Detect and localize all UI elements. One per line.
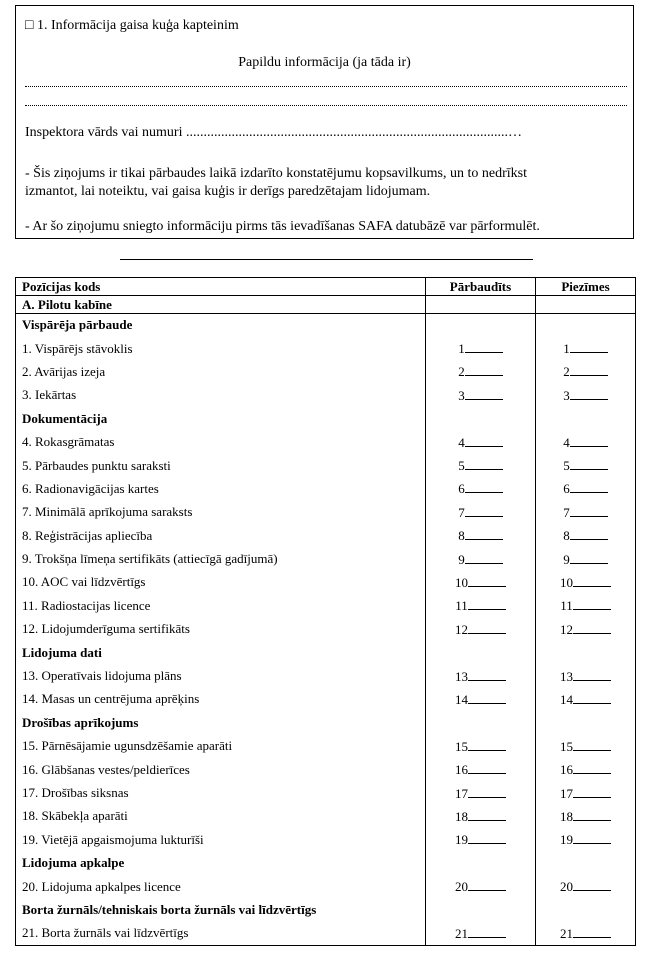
dotted-line-1 — [25, 86, 627, 87]
checked-number: 4 — [458, 434, 465, 450]
checked-number: 14 — [455, 691, 468, 707]
notes-blank[interactable] — [570, 387, 608, 400]
header-checked: Pārbaudīts — [426, 278, 536, 296]
checked-number: 7 — [458, 504, 465, 520]
category-row — [16, 314, 636, 337]
notes-blank[interactable] — [570, 340, 608, 353]
notes-blank[interactable] — [573, 668, 611, 681]
item-row — [16, 758, 636, 781]
notes-field[interactable] — [536, 781, 636, 804]
checked-blank[interactable] — [468, 808, 506, 821]
item-label: 20. Lidojuma apkalpes licence — [16, 875, 426, 898]
checked-number: 11 — [455, 598, 468, 614]
notes-number: 13 — [560, 668, 573, 684]
checked-blank[interactable] — [468, 761, 506, 774]
item-row — [16, 547, 636, 570]
item-row — [16, 594, 636, 617]
item-row — [16, 337, 636, 360]
checked-blank[interactable] — [468, 785, 506, 798]
disclaimer-line-1: - Šis ziņojums ir tikai pārbaudes laikā izdarīto konstatējumu kopsavilkums, un to nedrīkst — [25, 166, 527, 181]
checked-blank[interactable] — [468, 574, 506, 587]
notes-field[interactable] — [536, 758, 636, 781]
item-row — [16, 501, 636, 524]
checked-field[interactable] — [426, 805, 536, 828]
item-label: 10. AOC vai līdzvērtīgs — [16, 571, 426, 594]
notes-field[interactable] — [536, 547, 636, 570]
checked-field[interactable] — [426, 337, 536, 360]
checked-field[interactable] — [426, 477, 536, 500]
item-row — [16, 430, 636, 453]
checked-field[interactable] — [426, 454, 536, 477]
item-label: 2. Avārijas izeja — [16, 360, 426, 383]
checked-number: 18 — [455, 808, 468, 824]
checked-blank[interactable] — [465, 527, 503, 540]
checked-field[interactable] — [426, 618, 536, 641]
checked-number: 3 — [458, 387, 465, 403]
item-label: 14. Masas un centrējuma aprēķins — [16, 688, 426, 711]
checked-field[interactable] — [426, 360, 536, 383]
checked-blank[interactable] — [465, 387, 503, 400]
category-label: Dokumentācija — [16, 407, 426, 430]
notes-number: 18 — [560, 808, 573, 824]
notes-blank[interactable] — [573, 878, 611, 891]
item-row — [16, 454, 636, 477]
notes-blank[interactable] — [570, 457, 608, 470]
checked-field[interactable] — [426, 688, 536, 711]
reformulation-note: - Ar šo ziņojumu sniegto informāciju pirms tās ievadīšanas SAFA datubāzē var pārformulēt. — [25, 219, 540, 234]
checked-field[interactable] — [426, 664, 536, 687]
information-box — [15, 5, 634, 239]
checked-field[interactable] — [426, 501, 536, 524]
item-label: 4. Rokasgrāmatas — [16, 430, 426, 453]
notes-field[interactable] — [536, 524, 636, 547]
notes-field[interactable] — [536, 360, 636, 383]
notes-field[interactable] — [536, 735, 636, 758]
notes-blank[interactable] — [573, 761, 611, 774]
checked-number: 2 — [458, 364, 465, 380]
notes-field[interactable] — [536, 501, 636, 524]
checked-number: 21 — [455, 925, 468, 941]
table-header-row — [16, 278, 636, 296]
item-row — [16, 828, 636, 851]
inspector-name-field[interactable]: Inspektora vārds vai numuri ............................................................................................… — [25, 125, 522, 140]
checked-number: 9 — [458, 551, 465, 567]
notes-field[interactable] — [536, 454, 636, 477]
item-label: 8. Reģistrācijas apliecība — [16, 524, 426, 547]
checked-number: 12 — [455, 621, 468, 637]
item-row — [16, 360, 636, 383]
notes-number: 14 — [560, 691, 573, 707]
notes-number: 17 — [560, 785, 573, 801]
notes-number: 16 — [560, 762, 573, 778]
checked-number: 10 — [455, 574, 468, 590]
checked-blank[interactable] — [468, 831, 506, 844]
checked-blank[interactable] — [465, 551, 503, 564]
notes-number: 11 — [560, 598, 573, 614]
notes-field[interactable] — [536, 384, 636, 407]
notes-blank[interactable] — [573, 691, 611, 704]
item-row — [16, 477, 636, 500]
notes-field[interactable] — [536, 430, 636, 453]
dotted-line-2 — [25, 105, 627, 106]
checked-number: 15 — [455, 738, 468, 754]
notes-number: 3 — [563, 387, 570, 403]
checked-blank[interactable] — [468, 925, 506, 938]
item-row — [16, 922, 636, 945]
checked-number: 19 — [455, 832, 468, 848]
checked-number: 8 — [458, 528, 465, 544]
notes-field[interactable] — [536, 337, 636, 360]
checked-field[interactable] — [426, 430, 536, 453]
item-row — [16, 781, 636, 804]
notes-blank[interactable] — [573, 831, 611, 844]
category-label: Drošības aprīkojums — [16, 711, 426, 734]
item-row — [16, 688, 636, 711]
notes-blank[interactable] — [570, 434, 608, 447]
checked-blank[interactable] — [468, 668, 506, 681]
notes-number: 5 — [563, 458, 570, 474]
checked-blank[interactable] — [468, 738, 506, 751]
checked-field[interactable] — [426, 571, 536, 594]
category-row — [16, 711, 636, 734]
category-row — [16, 898, 636, 921]
item-row — [16, 571, 636, 594]
notes-number: 6 — [563, 481, 570, 497]
category-row — [16, 407, 636, 430]
item-label: 16. Glābšanas vestes/peldierīces — [16, 758, 426, 781]
checked-number: 20 — [455, 879, 468, 895]
checked-field[interactable] — [426, 735, 536, 758]
checked-blank[interactable] — [465, 434, 503, 447]
checked-field[interactable] — [426, 781, 536, 804]
checked-number: 13 — [455, 668, 468, 684]
checked-field[interactable] — [426, 758, 536, 781]
notes-blank[interactable] — [573, 597, 611, 610]
category-label: Lidojuma apkalpe — [16, 851, 426, 874]
checked-blank[interactable] — [465, 457, 503, 470]
notes-field[interactable] — [536, 571, 636, 594]
notes-blank[interactable] — [570, 504, 608, 517]
category-label: Lidojuma dati — [16, 641, 426, 664]
item-row — [16, 805, 636, 828]
notes-number: 21 — [560, 925, 573, 941]
notes-blank[interactable] — [570, 527, 608, 540]
notes-field[interactable] — [536, 805, 636, 828]
checked-blank[interactable] — [468, 597, 506, 610]
checked-field[interactable] — [426, 547, 536, 570]
additional-info-heading: Papildu informācija (ja tāda ir) — [238, 55, 411, 70]
separator-line — [120, 259, 533, 260]
pilot-info-checkbox[interactable]: □ 1. Informācija gaisa kuģa kapteinim — [25, 18, 239, 33]
checked-blank[interactable] — [465, 363, 503, 376]
notes-number: 15 — [560, 738, 573, 754]
checked-field[interactable] — [426, 384, 536, 407]
item-label: 18. Skābekļa aparāti — [16, 805, 426, 828]
notes-number: 10 — [560, 574, 573, 590]
header-notes: Piezīmes — [536, 278, 636, 296]
notes-blank[interactable] — [573, 925, 611, 938]
item-label: 5. Pārbaudes punktu saraksti — [16, 454, 426, 477]
item-label: 9. Trokšņa līmeņa sertifikāts (attiecīgā gadījumā) — [16, 547, 426, 570]
checked-blank[interactable] — [468, 878, 506, 891]
item-label: 12. Lidojumderīguma sertifikāts — [16, 618, 426, 641]
category-row — [16, 851, 636, 874]
notes-field[interactable] — [536, 922, 636, 945]
checked-number: 1 — [458, 341, 465, 357]
notes-field[interactable] — [536, 664, 636, 687]
item-row — [16, 618, 636, 641]
notes-number: 1 — [563, 341, 570, 357]
item-row — [16, 384, 636, 407]
checked-field[interactable] — [426, 922, 536, 945]
checked-blank[interactable] — [465, 504, 503, 517]
notes-blank[interactable] — [570, 363, 608, 376]
checked-blank[interactable] — [465, 340, 503, 353]
checked-field[interactable] — [426, 524, 536, 547]
category-row — [16, 641, 636, 664]
disclaimer-line-2: izmantot, lai noteiktu, vai gaisa kuģis ir derīgs paredzētajam lidojumam. — [25, 184, 431, 199]
item-label: 17. Drošības siksnas — [16, 781, 426, 804]
checked-number: 17 — [455, 785, 468, 801]
item-label: 21. Borta žurnāls vai līdzvērtīgs — [16, 922, 426, 945]
notes-number: 9 — [563, 551, 570, 567]
notes-field[interactable] — [536, 688, 636, 711]
item-row — [16, 664, 636, 687]
item-label: 13. Operatīvais lidojuma plāns — [16, 664, 426, 687]
notes-field[interactable] — [536, 875, 636, 898]
item-row — [16, 875, 636, 898]
notes-blank[interactable] — [570, 551, 608, 564]
notes-number: 20 — [560, 879, 573, 895]
checked-field[interactable] — [426, 875, 536, 898]
notes-number: 19 — [560, 832, 573, 848]
category-label: Borta žurnāls/tehniskais borta žurnāls vai līdzvērtīgs — [16, 898, 426, 921]
notes-number: 12 — [560, 621, 573, 637]
item-row — [16, 524, 636, 547]
category-label: Vispārēja pārbaude — [16, 314, 426, 337]
header-code: Pozīcijas kods — [16, 278, 426, 296]
checked-number: 16 — [455, 762, 468, 778]
notes-number: 4 — [563, 434, 570, 450]
item-label: 19. Vietējā apgaismojuma lukturīši — [16, 828, 426, 851]
notes-blank[interactable] — [573, 738, 611, 751]
notes-field[interactable] — [536, 828, 636, 851]
item-label: 11. Radiostacijas licence — [16, 594, 426, 617]
notes-blank[interactable] — [573, 808, 611, 821]
notes-blank[interactable] — [570, 480, 608, 493]
item-label: 1. Vispārējs stāvoklis — [16, 337, 426, 360]
notes-number: 7 — [563, 504, 570, 520]
section-row — [16, 296, 636, 314]
section-title: A. Pilotu kabīne — [16, 296, 426, 314]
item-label: 15. Pārnēsājamie ugunsdzēšamie aparāti — [16, 735, 426, 758]
checked-field[interactable] — [426, 828, 536, 851]
notes-field[interactable] — [536, 594, 636, 617]
notes-field[interactable] — [536, 618, 636, 641]
item-label: 7. Minimālā aprīkojuma saraksts — [16, 501, 426, 524]
notes-number: 2 — [563, 364, 570, 380]
notes-blank[interactable] — [573, 785, 611, 798]
notes-number: 8 — [563, 528, 570, 544]
checked-number: 5 — [458, 458, 465, 474]
notes-field[interactable] — [536, 477, 636, 500]
checked-blank[interactable] — [468, 691, 506, 704]
item-row — [16, 735, 636, 758]
notes-blank[interactable] — [573, 574, 611, 587]
item-label: 3. Iekārtas — [16, 384, 426, 407]
checked-field[interactable] — [426, 594, 536, 617]
checked-blank[interactable] — [468, 621, 506, 634]
item-label: 6. Radionavigācijas kartes — [16, 477, 426, 500]
notes-blank[interactable] — [573, 621, 611, 634]
checked-blank[interactable] — [465, 480, 503, 493]
inspection-items-table — [15, 277, 636, 946]
checked-number: 6 — [458, 481, 465, 497]
